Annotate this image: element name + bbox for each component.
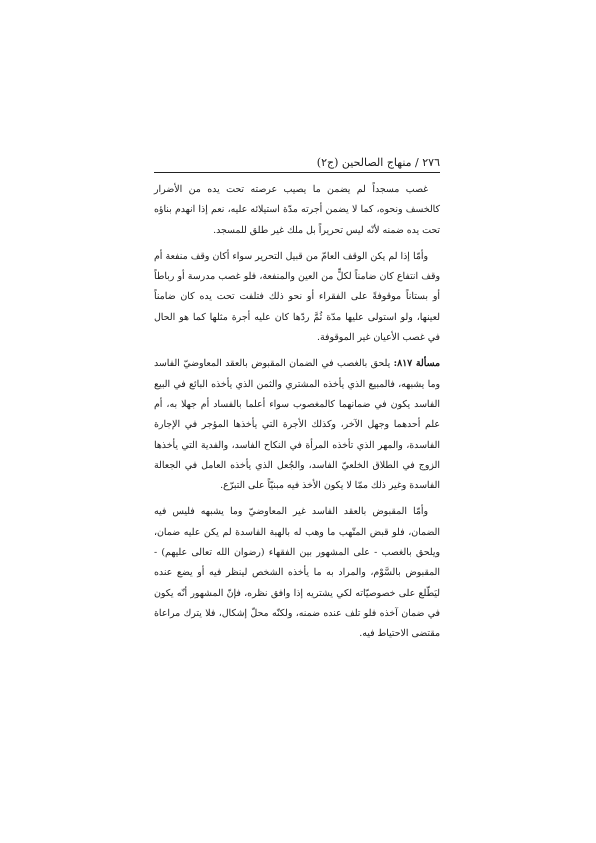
issue-number-label: مسألة ٨١٧: xyxy=(393,358,440,370)
header-page-title: ٢٧٦ / منهاج الصالحين (ج٢) xyxy=(316,156,440,169)
paragraph-2: وأمّا إذا لم يكن الوقف العامّ من قبيل التحرير سواء أكان وقف منفعة أم وقف انتفاع كان ضامناً لكلٍّ من العين والمنفعة، فلو غصب مدرسة أو رباطاً أو بستاناً موقوفةً على الفقراء أو نحو ذلك فتلفت تحت يده كان ضامناً لعينها، ولو استولى عليها مدّة ثُمَّ ردّها كان عليه أجرة مثلها كما هو الحال في غصب الأعيان غير الموقوفة. xyxy=(154,250,440,344)
issue-817-paragraph xyxy=(154,354,440,496)
paragraph-1: غصب مسجداً لم يضمن ما يصيب عرصته تحت يده من الأضرار كالخسف ونحوه، كما لا يضمن أجرته مدّة استيلائه عليه، نعم إذا انهدم بناؤه تحت يده ضمنه لأنّه ليس تحريراً بل ملك غير طلق للمسجد. xyxy=(154,184,440,236)
body-text xyxy=(154,180,440,651)
issue-817-text: يلحق بالغصب في الضمان المقبوض بالعقد المعاوضيّ الفاسد وما يشبهه، فالمبيع الذي يأخذه المشتري والثمن الذي يأخذه البائع في البيع الفاسد يكون في ضمانهما كالمغصوب سواء أعلما بالفساد أم جهلا به، أم علم أحدهما وجهل الآخر، وكذلك الأجرة التي يأخذها المؤجر في الإجارة الفاسدة، والمهر الذي تأخذه المرأة في النكاح الفاسد، والفدية التي يأخذها الزوج في الطلاق الخلعيّ الفاسد، والجُعل الذي يأخذه العامل في الجعالة الفاسدة وغير ذلك ممّا لا يكون الأخذ فيه مبنيّاً على التبرّع. xyxy=(154,358,440,492)
running-header xyxy=(154,150,440,173)
paragraph-4: وأمّا المقبوض بالعقد الفاسد غير المعاوضيّ وما يشبهه فليس فيه الضمان، فلو قبض المتّهب ما وهب له بالهبة الفاسدة لم يكن عليه ضمان، ويلحق بالغصب - على المشهور بين الفقهاء (رضوان الله تعالى عليهم) - المقبوض بالسَّوْم، والمراد به ما يأخذه الشخص لينظر فيه أو يضع عنده ليَطّلع على خصوصيّاته لكي يشتريه إذا وافق نظره، فإنّ المشهور أنّه يكون في ضمان آخذه فلو تلف عنده ضمنه، ولكنّه محلّ إشكال، فلا يترك مراعاة مقتضى الاحتياط فيه. xyxy=(154,506,440,640)
